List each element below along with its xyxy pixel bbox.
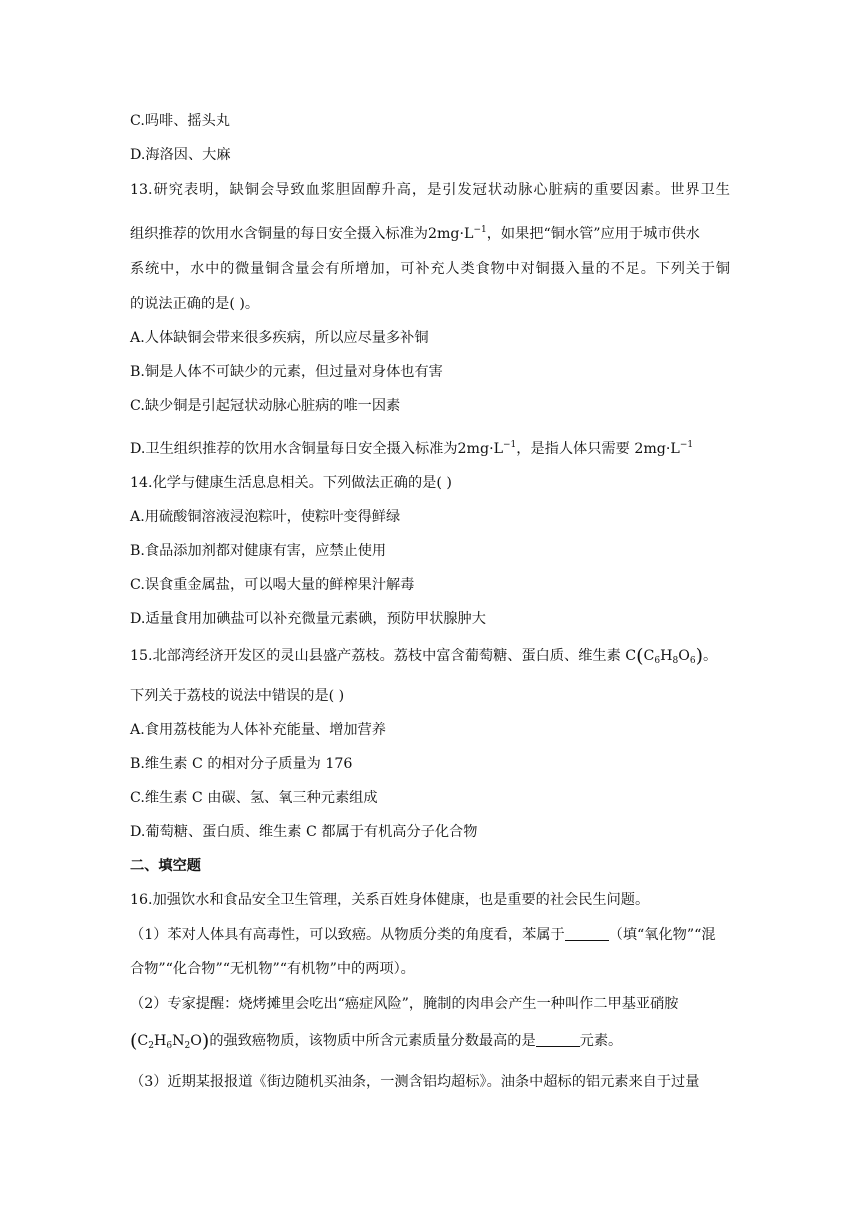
option-b-q13: B.铜是人体不可缺少的元素，但过量对身体也有害	[130, 364, 443, 380]
option-a-q13: A.人体缺铜会带来很多疾病，所以应尽量多补铜	[130, 330, 429, 346]
question-16-part1	[130, 925, 716, 945]
q15-period: 。	[703, 648, 718, 664]
question-15-line1	[130, 646, 717, 671]
q16-1-text-b: （填“氧化物”“混	[608, 927, 716, 943]
q16-1-text-a: （1）苯对人体具有高毒性，可以致癌。从物质分类的角度看，苯属于	[130, 927, 565, 943]
option-d-q12: D.海洛因、大麻	[130, 147, 231, 163]
q13-d-text-b: ，是指人体只需要	[516, 441, 630, 457]
question-14: 14.化学与健康生活息息相关。下列做法正确的是( )	[130, 475, 452, 491]
q13-d-text-a: D.卫生组织推荐的饮用水含铜量每日安全摄入标准为	[130, 441, 458, 457]
formula-copper-standard-3: $2mg\cdot L^{-1}$	[634, 440, 694, 457]
formula-dimethylnitrosamine: $(C_2H_6N_2O)$	[130, 1030, 210, 1052]
q15-text: 15.北部湾经济开发区的灵山县盛产荔枝。荔枝中富含葡萄糖、蛋白质、维生素 C	[130, 648, 637, 664]
question-15-line2: 下列关于荔枝的说法中错误的是( )	[130, 688, 345, 704]
section-heading-fill-in: 二、填空题	[130, 858, 201, 874]
question-16-part2-cont	[130, 1031, 622, 1056]
formula-vitamin-c: $(C_6H_8O_6)$	[636, 645, 704, 667]
option-c-q12: C.吗啡、摇头丸	[130, 113, 230, 129]
option-a-q15: A.食用荔枝能为人体补充能量、增加营养	[130, 722, 386, 738]
option-d-q13	[130, 435, 693, 459]
question-13-line2	[130, 220, 700, 244]
q16-2-text-c: 元素。	[579, 1033, 623, 1049]
option-b-q15: B.维生素 C 的相对分子质量为 176	[130, 756, 353, 772]
q13-text-b: ，如果把“铜水管”应用于城市供水	[486, 226, 700, 242]
question-13-line1: 13.研究表明，缺铜会导致血浆胆固醇升高，是引发冠状动脉心脏病的重要因素。世界卫生	[130, 182, 730, 198]
question-16-part1-cont: 合物”“化合物”“无机物”“有机物”中的两项）。	[130, 961, 415, 977]
answer-blank-1[interactable]	[565, 926, 609, 941]
answer-blank-2[interactable]	[536, 1032, 580, 1047]
question-13-line3: 系统中，水中的微量铜含量会有所增加，可补充人类食物中对铜摄入量的不足。下列关于铜	[130, 261, 730, 277]
option-d-q14: D.适量食用加碘盐可以补充微量元素碘，预防甲状腺肿大	[130, 611, 486, 627]
q13-text-a: 组织推荐的饮用水含铜量的每日安全摄入标准为	[130, 226, 428, 242]
option-c-q15: C.维生素 C 由碳、氢、氧三种元素组成	[130, 790, 378, 806]
question-16-part3: （3）近期某报报道《街边随机买油条，一测含铝均超标》。油条中超标的铝元素来自于过量	[130, 1074, 700, 1090]
option-a-q14: A.用硫酸铜溶液浸泡粽叶，使粽叶变得鲜绿	[130, 509, 401, 525]
option-d-q15: D.葡萄糖、蛋白质、维生素 C 都属于有机高分子化合物	[130, 824, 478, 840]
question-16: 16.加强饮水和食品安全卫生管理，关系百姓身体健康，也是重要的社会民生问题。	[130, 892, 650, 908]
question-13-line4: 的说法正确的是( )。	[130, 296, 260, 312]
formula-copper-standard-2: $2mg\cdot L^{-1}$	[457, 440, 517, 457]
q16-2-text-b: 的强致癌物质，该物质中所含元素质量分数最高的是	[209, 1033, 536, 1049]
formula-copper-standard: $2mg\cdot L^{-1}$	[427, 225, 487, 242]
option-c-q13: C.缺少铜是引起冠状动脉心脏病的唯一因素	[130, 398, 401, 414]
question-16-part2: （2）专家提醒：烧烤摊里会吃出“癌症风险”，腌制的肉串会产生一种叫作二甲基亚硝胺	[130, 996, 679, 1012]
option-b-q14: B.食品添加剂都对健康有害，应禁止使用	[130, 543, 387, 559]
option-c-q14: C.误食重金属盐，可以喝大量的鲜榨果汁解毒	[130, 577, 415, 593]
